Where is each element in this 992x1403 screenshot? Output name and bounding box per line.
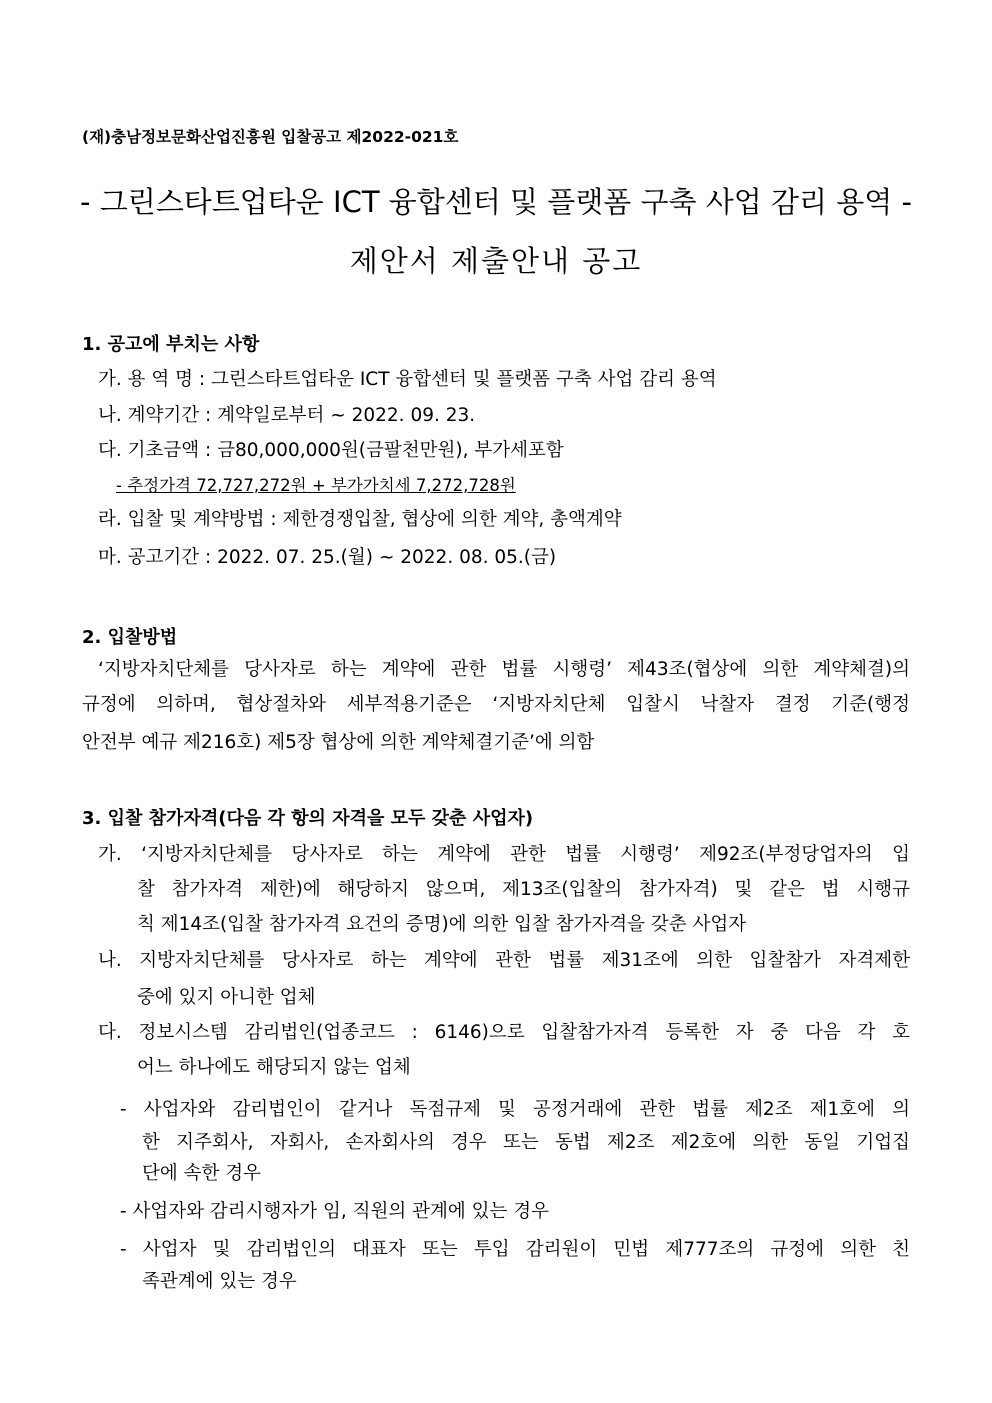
section-3-bullet-2: - 사업자와 감리시행자가 임, 직원의 관계에 있는 경우	[120, 1201, 550, 1222]
section-2-line: 안전부 예규 제216호) 제5장 협상에 의한 계약체결기준’에 의함	[82, 732, 595, 753]
section-1-item-da: 다. 기초금액 : 금80,000,000원(금팔천만원), 부가세포함	[98, 440, 564, 461]
section-3-bullet-1-cont: 단에 속한 경우	[142, 1163, 261, 1184]
section-3-heading: 3. 입찰 참가자격(다음 각 항의 자격을 모두 갖춘 사업자)	[82, 808, 534, 829]
section-3-item-ga-cont: 찰 참가자격 제한)에 해당하지 않으며, 제13조(입찰의 참가자격) 및 같은 법 시행규	[137, 879, 910, 900]
section-3-bullet-1-cont: 한 지주회사, 자회사, 손자회사의 경우 또는 동법 제2조 제2호에 의한 동일 기업집	[142, 1132, 910, 1153]
section-1-item-na: 나. 계약기간 : 계약일로부터 ~ 2022. 09. 23.	[98, 405, 476, 426]
page-title: - 그린스타트업타운 ICT 융합센터 및 플랫폼 구축 사업 감리 용역 -	[80, 185, 912, 219]
section-3-bullet-3-cont: 족관계에 있는 경우	[142, 1271, 297, 1292]
section-1-heading: 1. 공고에 부치는 사항	[82, 334, 260, 355]
section-3-item-da-cont: 어느 하나에도 해당되지 않는 업체	[137, 1057, 411, 1078]
section-3-item-ga: 가. ‘지방자치단체를 당사자로 하는 계약에 관한 법률 시행령’ 제92조(부정당업자의 입	[98, 844, 910, 865]
section-3-item-ga-cont: 칙 제14조(입찰 참가자격 요건의 증명)에 의한 입찰 참가자격을 갖춘 사업자	[137, 914, 747, 935]
section-3-bullet-1: - 사업자와 감리법인이 같거나 독점규제 및 공정거래에 관한 법률 제2조 제1호에 의	[120, 1099, 910, 1120]
section-3-item-na-cont: 중에 있지 아니한 업체	[137, 987, 316, 1008]
section-1-item-da-detail: - 추정가격 72,727,272원 + 부가가치세 7,272,728원	[116, 476, 516, 495]
section-3-bullet-3: - 사업자 및 감리법인의 대표자 또는 투입 감리원이 민법 제777조의 규정에 의한 친	[120, 1239, 910, 1260]
section-3-item-da: 다. 정보시스템 감리법인(업종코드 : 6146)으로 입찰참가자격 등록한 자 중 다음 각 호	[98, 1022, 910, 1043]
section-2-heading: 2. 입찰방법	[82, 627, 178, 648]
section-1-item-ga: 가. 용 역 명 : 그린스타트업타운 ICT 융합센터 및 플랫폼 구축 사업 감리 용역	[98, 369, 717, 390]
page-subtitle: 제안서 제출안내 공고	[349, 244, 643, 278]
section-1-item-ra: 라. 입찰 및 계약방법 : 제한경쟁입찰, 협상에 의한 계약, 총액계약	[98, 509, 622, 530]
section-2-line: 규정에 의하며, 협상절차와 세부적용기준은 ‘지방자치단체 입찰시 낙찰자 결정 기준(행정	[82, 694, 910, 715]
section-1-item-ma: 마. 공고기간 : 2022. 07. 25.(월) ~ 2022. 08. 05.(금)	[98, 547, 557, 568]
notice-number: (재)충남정보문화산업진흥원 입찰공고 제2022-021호	[82, 128, 459, 146]
section-2-line: ‘지방자치단체를 당사자로 하는 계약에 관한 법률 시행령’ 제43조(협상에 의한 계약체결)의	[98, 659, 910, 680]
section-3-item-na: 나. 지방자치단체를 당사자로 하는 계약에 관한 법률 제31조에 의한 입찰참가 자격제한	[98, 950, 910, 971]
